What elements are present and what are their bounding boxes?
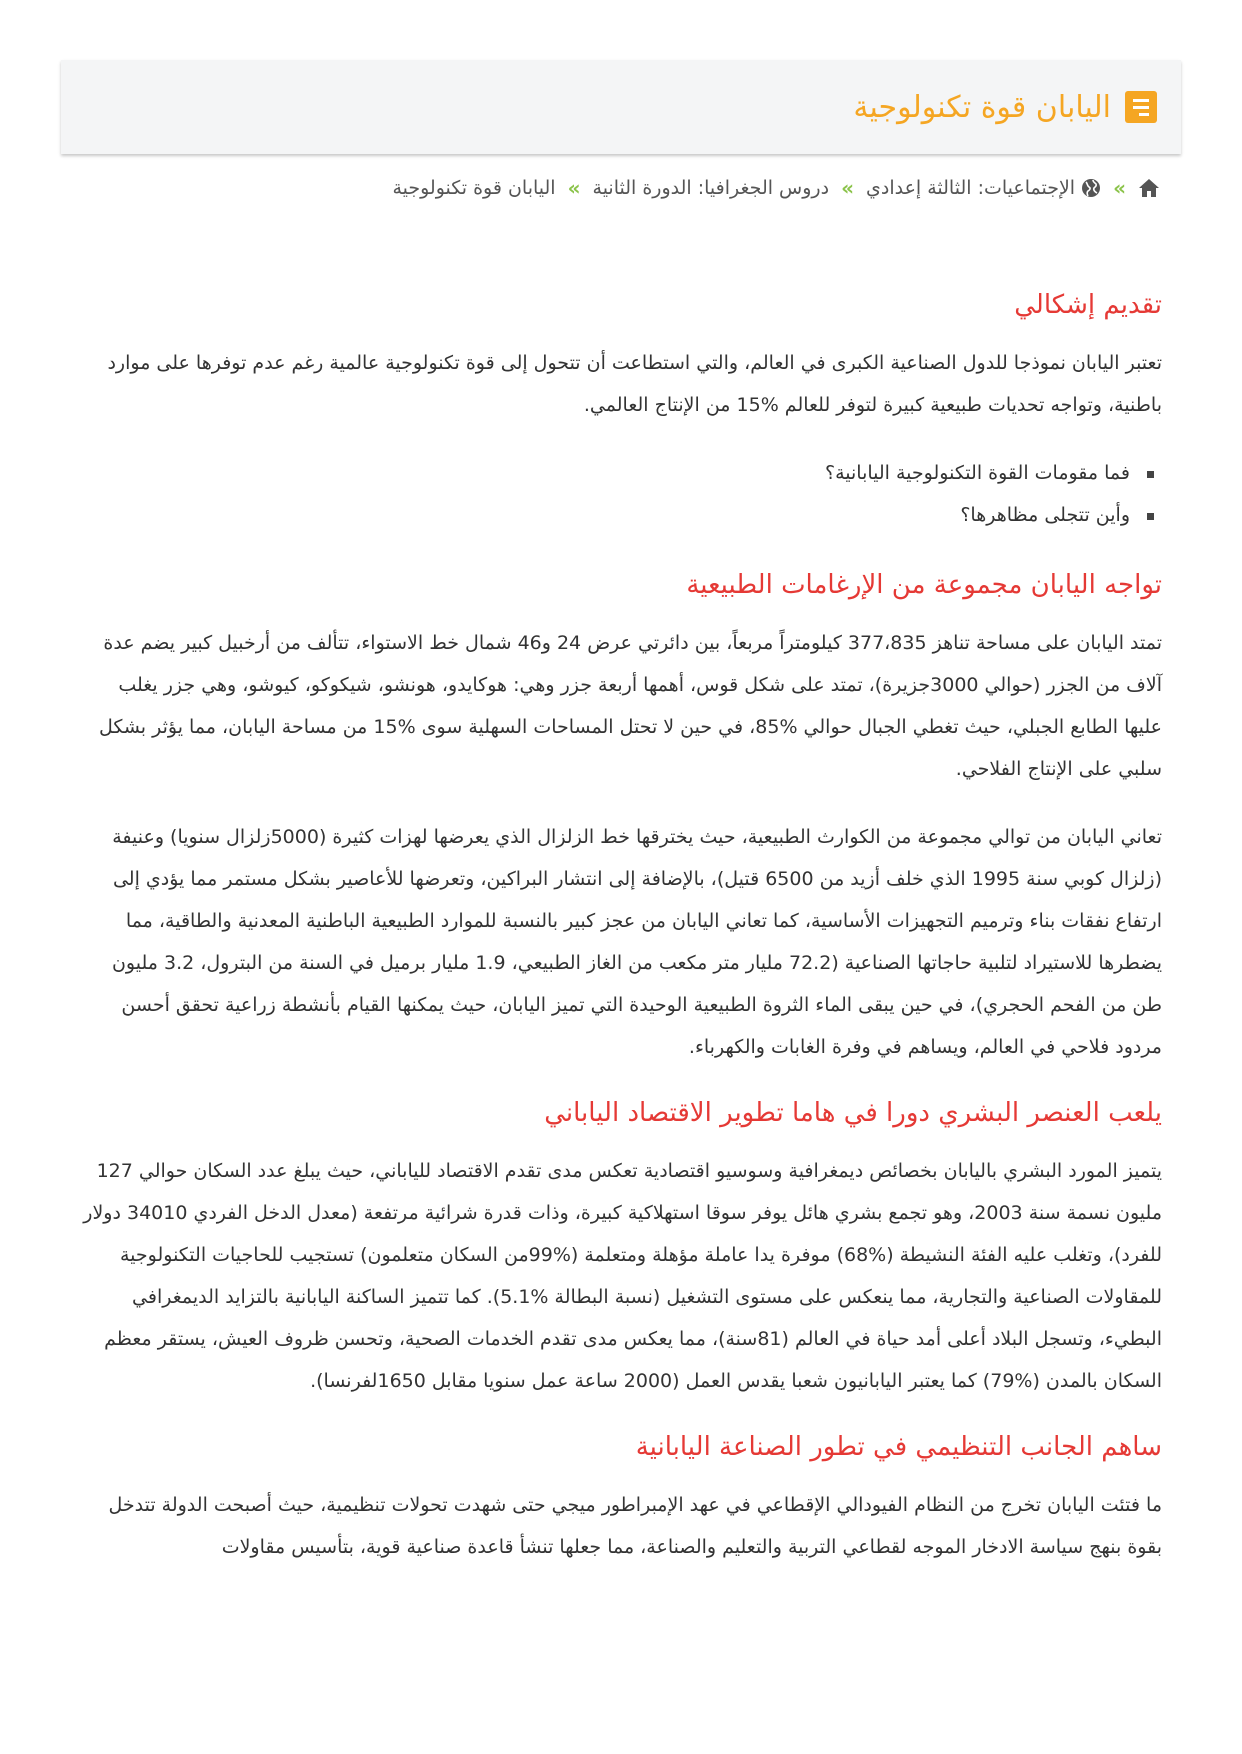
- article-icon: [1125, 91, 1157, 123]
- home-icon[interactable]: [1138, 178, 1160, 198]
- section-heading: تقديم إشكالي: [1014, 290, 1162, 320]
- section-paragraph: تعاني اليابان من توالي مجموعة من الكوارث الطبيعية، حيث يخترقها خط الزلزال الذي يعرضها لهزات كثيرة (5000زلزال سنويا) وعنيفة (زلزال كوبي سنة 1995 الذي خلف أزيد من 6500 قتيل)، بالإضافة إلى انتشار البراكين، وتعرضها للأعاصير بشكل مستمر مما يؤدي إلى ارتفاع نفقات بناء وترميم التجهيزات الأساسية، كما تعاني اليابان من عجز كبير بالنسبة للموارد الطبيعية الباطنية المعدنية والطاقية، مما يضطرها للاستيراد لتلبية حاجاتها الصناعية (72.2 مليار متر مكعب من الغاز الطبيعي، 1.9 مليار برميل في السنة من البترول، 3.2 مليون طن من الفحم الحجري)، في حين يبقى الماء الثروة الطبيعية الوحيدة التي تميز اليابان، حيث يمكنها القيام بأنشطة زراعية تحقق أحسن مردود فلاحي في العالم، ويساهم في وفرة الغابات والكهرباء.: [111, 826, 1162, 1058]
- section-natural-constraints: [77, 570, 1162, 1068]
- breadcrumb-item-geography-lessons[interactable]: دروس الجغرافيا: الدورة الثانية: [592, 177, 830, 199]
- section-paragraph: تمتد اليابان على مساحة تناهز 377،835 كيلومتراً مربعاً، بين دائرتي عرض 24 و46 شمال خط الاستواء، تتألف من أرخبيل كبير يضم عدة آلاف من الجزر (حوالي 3000جزيرة)، تمتد على شكل قوس، أهمها أربعة جزر وهي: هوكايدو، هونشو، شيكوكو، كيوشو، وهي جزر يغلب عليها الطابع الجبلي، حيث تغطي الجبال حوالي %85، في حين لا تحتل المساحات السهلية سوى %15 من مساحة اليابان، مما يؤثر بشكل سلبي على الإنتاج الفلاحي.: [98, 632, 1162, 780]
- section-human-element: [77, 1098, 1162, 1402]
- breadcrumb-item-current: اليابان قوة تكنولوجية: [392, 177, 556, 199]
- breadcrumb-separator: »: [1113, 176, 1126, 200]
- section-heading: تواجه اليابان مجموعة من الإرغامات الطبيعية: [686, 570, 1162, 600]
- breadcrumb-separator: »: [567, 176, 581, 200]
- section-paragraph: تعتبر اليابان نموذجا للدول الصناعية الكبرى في العالم، والتي استطاعت أن تتحول إلى قوة تكنولوجية عالمية رغم عدم توفرها على موارد باطنية، وتواجه تحديات طبيعية كبيرة لتوفر للعالم %15 من الإنتاج العالمي.: [107, 352, 1162, 416]
- question-list: [77, 452, 1162, 536]
- breadcrumb: [392, 176, 1160, 200]
- breadcrumb-item-social-studies[interactable]: الإجتماعيات: الثالثة إعدادي: [865, 177, 1076, 199]
- question-item: فما مقومات القوة التكنولوجية اليابانية؟: [77, 452, 1130, 494]
- question-item: وأين تتجلى مظاهرها؟: [77, 494, 1130, 536]
- breadcrumb-separator: »: [841, 176, 854, 200]
- section-heading: ساهم الجانب التنظيمي في تطور الصناعة اليابانية: [635, 1432, 1162, 1462]
- section-problem-intro: [77, 290, 1162, 536]
- article-content: [77, 290, 1162, 1598]
- globe-icon: [1081, 178, 1101, 198]
- section-organizational-aspect: [77, 1432, 1162, 1568]
- section-heading: يلعب العنصر البشري دورا في هاما تطوير الاقتصاد الياباني: [544, 1098, 1162, 1128]
- title-card: [61, 60, 1181, 154]
- section-paragraph: ما فتئت اليابان تخرج من النظام الفيودالي الإقطاعي في عهد الإمبراطور ميجي حتى شهدت تحولات تنظيمية، حيث أصبحت الدولة تتدخل بقوة بنهج سياسة الادخار الموجه لقطاعي التربية والتعليم والصناعة، مما جعلها تنشأ قاعدة صناعية قوية، بتأسيس مقاولات: [108, 1494, 1162, 1558]
- section-paragraph: يتميز المورد البشري باليابان بخصائص ديمغرافية وسوسيو اقتصادية تعكس مدى تقدم الاقتصاد للياباني، حيث يبلغ عدد السكان حوالي 127 مليون نسمة سنة 2003، وهو تجمع بشري هائل يوفر سوقا استهلاكية كبيرة، وذات قدرة شرائية مرتفعة (معدل الدخل الفردي 34010 دولار للفرد)، وتغلب عليه الفئة النشيطة (%68) موفرة يدا عاملة مؤهلة ومتعلمة (%99من السكان متعلمون) تستجيب للحاجيات التكنولوجية للمقاولات الصناعية والتجارية، مما ينعكس على مستوى التشغيل (نسبة البطالة %5.1). كما تتميز الساكنة اليابانية بالتزايد الديمغرافي البطيء، وتسجل البلاد أعلى أمد حياة في العالم (81سنة)، مما يعكس مدى تقدم الخدمات الصحية، وتحسن ظروف العيش، يستقر معظم السكان بالمدن (%79) كما يعتبر اليابانيون شعبا يقدس العمل (2000 ساعة عمل سنويا مقابل 1650لفرنسا).: [83, 1160, 1162, 1392]
- page-title: اليابان قوة تكنولوجية: [853, 89, 1111, 125]
